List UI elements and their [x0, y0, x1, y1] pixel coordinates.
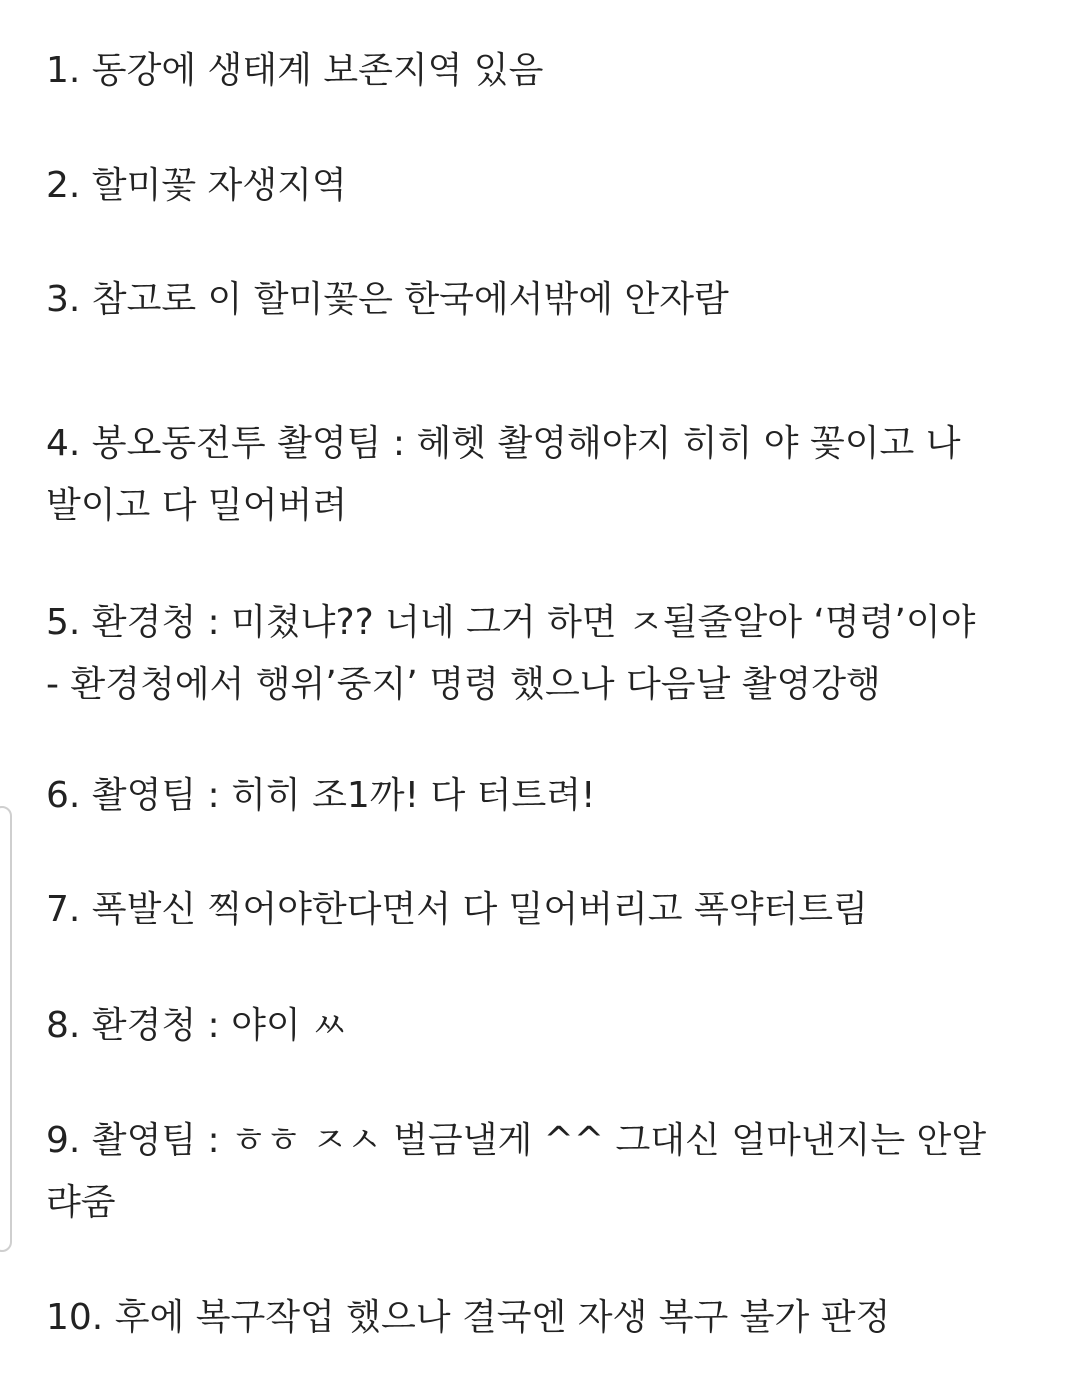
list-item — [46, 995, 1056, 1057]
list-item-text: 5. 환경청 : 미쳤냐?? 너네 그거 하면 ㅈ될줄알아 ‘명령’이야 — [46, 602, 976, 643]
list-item — [46, 269, 1056, 331]
list-item-text: 10. 후에 복구작업 했으나 결국엔 자생 복구 불가 판정 — [46, 1297, 891, 1338]
list-item — [46, 765, 1056, 827]
list-item-text: 8. 환경청 : 야이 ㅆ — [46, 1005, 347, 1046]
list-item — [46, 879, 1056, 941]
list-item-text: 3. 참고로 이 할미꽃은 한국에서밖에 안자람 — [46, 279, 729, 320]
list-item — [46, 1287, 1056, 1349]
list-item-text: 1. 동강에 생태계 보존지역 있음 — [46, 50, 544, 91]
list-item-text: 6. 촬영팀 : 히히 조1까! 다 터트려! — [46, 775, 596, 816]
list-item-text: 4. 봉오동전투 촬영팀 : 헤헷 촬영해야지 히히 야 꽃이고 나 — [46, 423, 961, 464]
list-item-text: 발이고 다 밀어버려 — [46, 485, 348, 526]
list-item-text: 랴줌 — [46, 1182, 116, 1223]
list-item — [46, 40, 1056, 102]
scroll-indicator[interactable] — [0, 806, 12, 1252]
list-item-text: 9. 촬영팀 : ㅎㅎ ㅈㅅ 벌금낼게 ^^ 그대신 얼마낸지는 안알 — [46, 1120, 987, 1161]
list-item — [46, 1110, 1056, 1234]
list-item-text: 2. 할미꽃 자생지역 — [46, 165, 347, 206]
list-item-text: 7. 폭발신 찍어야한다면서 다 밀어버리고 폭약터트림 — [46, 889, 868, 930]
list-item — [46, 155, 1056, 217]
list-item-note: - 환경청에서 행위’중지’ 명령 했으나 다음날 촬영강행 — [46, 664, 881, 705]
list-item — [46, 413, 1056, 537]
list-item — [46, 592, 1056, 716]
